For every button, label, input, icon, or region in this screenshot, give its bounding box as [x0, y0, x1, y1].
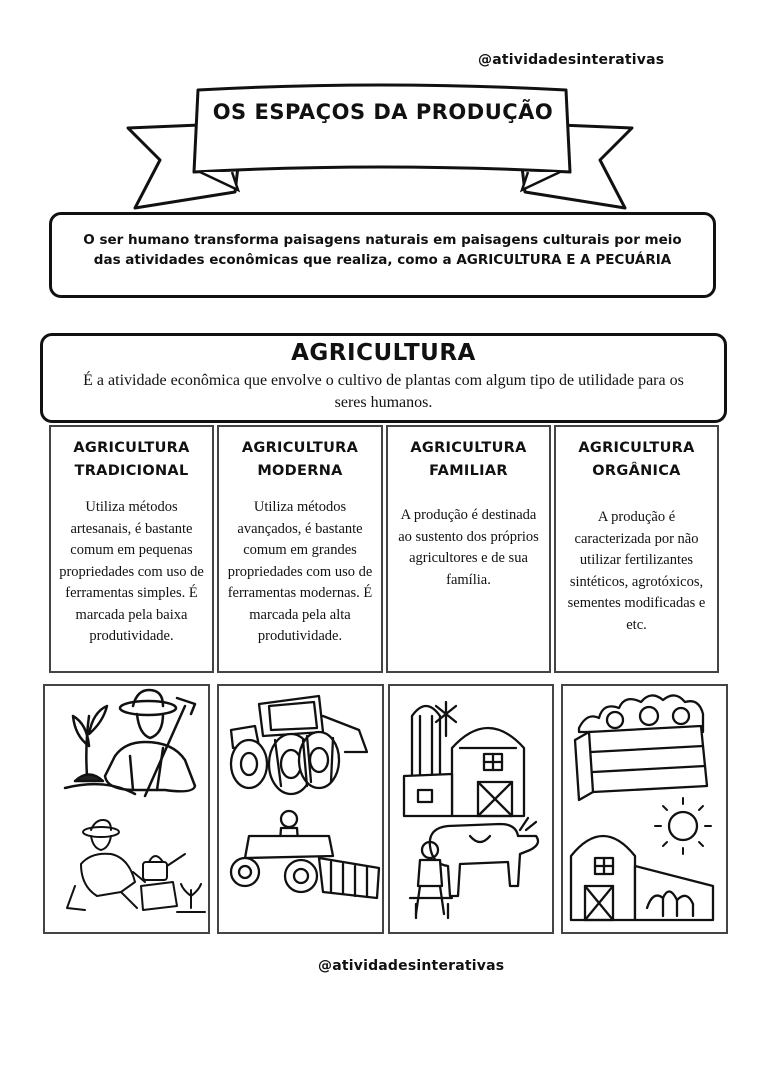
- column-description: A produção é destinada ao sustento dos próprios agricultores e de sua família.: [398, 507, 539, 588]
- column-title: [556, 437, 717, 483]
- panel-family: [388, 684, 554, 934]
- column-description: Utiliza métodos avançados, é bastante comum em grandes propriedades com uso de ferramentas modernas. É marcada pela alta produtividade.: [227, 499, 373, 644]
- column-title-line2: ORGÂNICA: [592, 463, 681, 479]
- column-description: Utiliza métodos artesanais, é bastante comum em pequenas propriedades com uso de ferramentas simples. É marcada pela baixa produtividade.: [59, 499, 204, 644]
- column-traditional: [49, 425, 214, 673]
- column-description: A produção é caracterizada por não utilizar fertilizantes sintéticos, agrotóxicos, sementes modificadas e etc.: [567, 509, 706, 633]
- column-title-line2: MODERNA: [257, 463, 343, 479]
- column-organic: [554, 425, 719, 673]
- column-modern: [217, 425, 383, 673]
- column-title-line1: AGRICULTURA: [410, 440, 527, 456]
- agriculture-title: AGRICULTURA: [291, 340, 476, 366]
- barn-and-cow-icon: [390, 686, 552, 932]
- column-title-line1: AGRICULTURA: [578, 440, 695, 456]
- panel-traditional: [43, 684, 210, 934]
- vegetable-crate-and-greenhouse-icon: [563, 686, 726, 932]
- agriculture-description: É a atividade econômica que envolve o cultivo de plantas com algum tipo de utilidade para os seres humanos.: [83, 372, 684, 411]
- tractor-icon: [219, 686, 382, 932]
- column-title: [219, 437, 381, 483]
- column-title-line2: TRADICIONAL: [74, 463, 189, 479]
- panel-modern: [217, 684, 384, 934]
- panel-organic: [561, 684, 728, 934]
- column-title-line2: FAMILIAR: [429, 463, 508, 479]
- intro-text: O ser humano transforma paisagens naturais em paisagens culturais por meio das atividades econômicas que realiza, como a AGRICULTURA E A PECUÁRIA: [83, 232, 682, 268]
- column-title-line1: AGRICULTURA: [73, 440, 190, 456]
- column-title-line1: AGRICULTURA: [241, 440, 359, 456]
- farmer-with-hoe-icon: [45, 686, 208, 932]
- top-handle: @atividadesinterativas: [478, 52, 665, 68]
- page-title: OS ESPAÇOS DA PRODUÇÃO: [212, 100, 554, 124]
- column-family: [386, 425, 551, 673]
- bottom-handle: @atividadesinterativas: [318, 958, 505, 974]
- column-title: [51, 437, 212, 483]
- column-title: [388, 437, 549, 483]
